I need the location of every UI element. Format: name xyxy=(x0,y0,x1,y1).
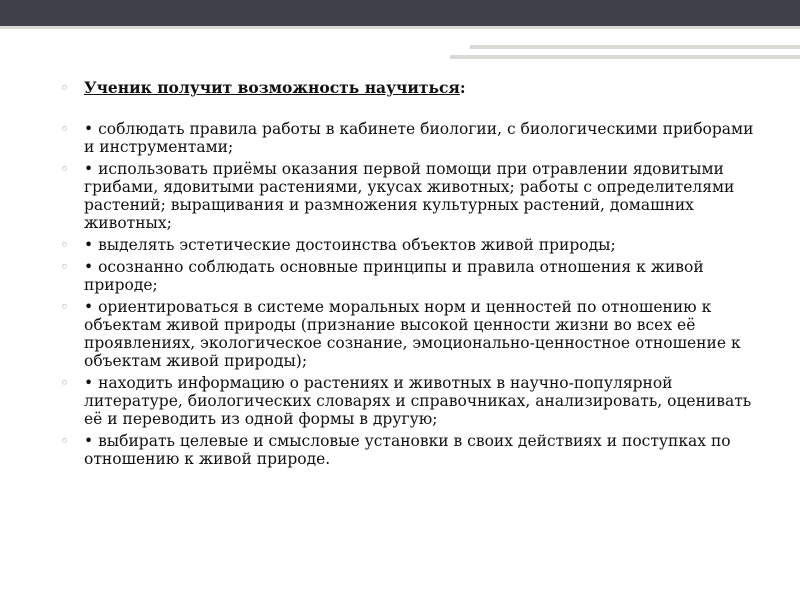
top-divider xyxy=(0,26,800,29)
list-item-text: • использовать приёмы оказания первой помощи при отравлении ядовитыми грибами, ядовитыми растениями, укусах животных; работы с определителями растений; выращивания и размножения культурных растений, домашних животных; xyxy=(84,160,735,232)
list-item-text: • выделять эстетические достоинства объектов живой природы; xyxy=(84,236,616,254)
bullet-icon: ◦ xyxy=(60,432,69,450)
heading-colon: : xyxy=(459,78,466,97)
slide-heading: Ученик получит возможность научиться xyxy=(84,78,460,97)
bullet-icon: ◦ xyxy=(60,258,69,276)
slide-content xyxy=(58,78,758,472)
list-item-text: • выбирать целевые и смысловые установки в своих действиях и поступках по отношению к живой природе. xyxy=(84,432,731,468)
list-item xyxy=(58,298,758,370)
decorative-line-1 xyxy=(470,45,800,49)
list-item-text: • осознанно соблюдать основные принципы и правила отношения к живой природе; xyxy=(84,258,704,294)
list-item-text: • находить информацию о растениях и животных в научно-популярной литературе, биологических словарях и справочниках, анализировать, оценивать её и переводить из одной формы в другую; xyxy=(84,374,752,428)
top-bar xyxy=(0,0,800,26)
list-item xyxy=(58,236,758,254)
list-item xyxy=(58,258,758,294)
decorative-line-2 xyxy=(450,55,800,59)
list-item-text: • ориентироваться в системе моральных норм и ценностей по отношению к объектам живой природы (признание высокой ценности жизни во всех её проявлениях, экологическое сознание, эмоционально-ценностное отношение к объектам живой природы); xyxy=(84,298,741,370)
bullet-icon: ◦ xyxy=(60,79,69,97)
bullet-icon: ◦ xyxy=(60,120,69,138)
list-item-text: • соблюдать правила работы в кабинете биологии, с биологическими приборами и инструментами; xyxy=(84,120,754,156)
bullet-icon: ◦ xyxy=(60,236,69,254)
list-item xyxy=(58,160,758,232)
bullet-icon: ◦ xyxy=(60,298,69,316)
list-item xyxy=(58,374,758,428)
bullet-icon: ◦ xyxy=(60,160,69,178)
bullet-icon: ◦ xyxy=(60,374,69,392)
list-item xyxy=(58,432,758,468)
list-item xyxy=(58,120,758,156)
slide-heading-row xyxy=(58,78,758,98)
